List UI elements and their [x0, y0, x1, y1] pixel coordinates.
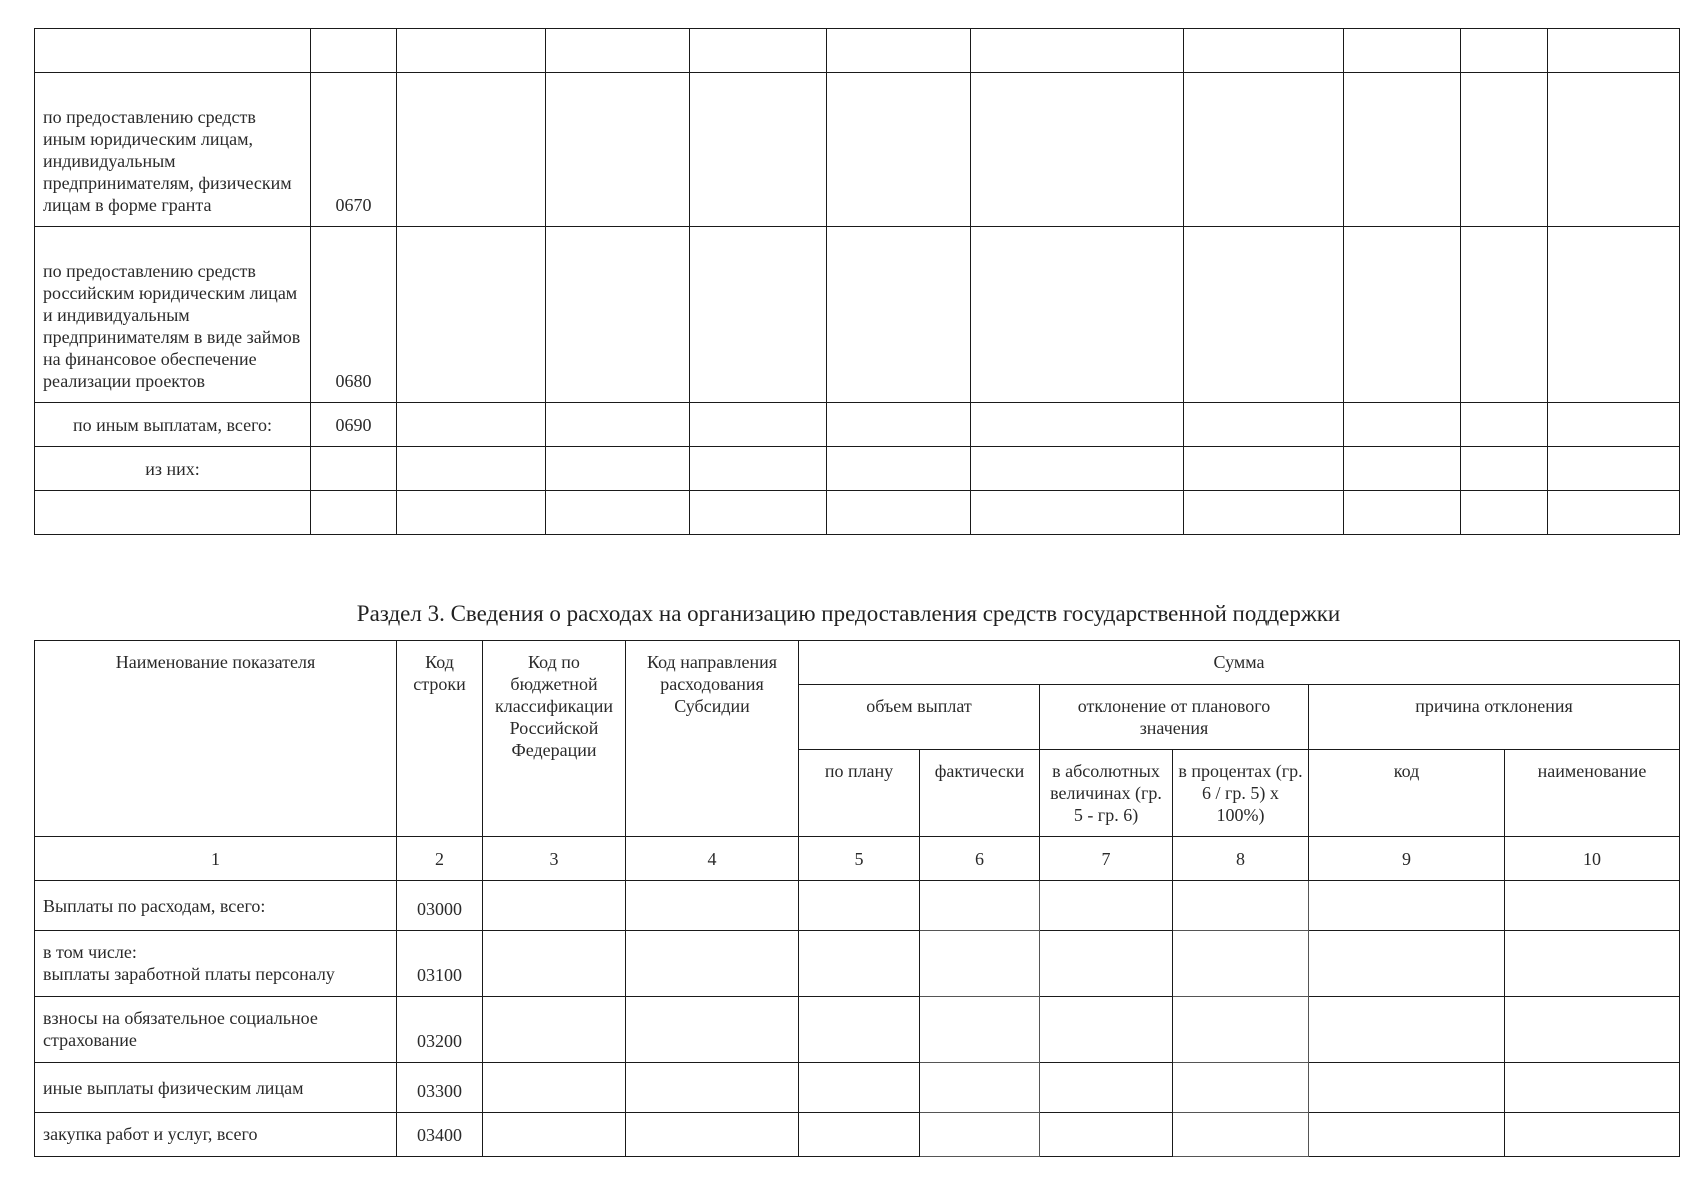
header-row-code: Код строки: [397, 641, 483, 837]
empty-cell[interactable]: [1505, 931, 1680, 997]
empty-cell[interactable]: [1173, 881, 1309, 931]
empty-cell[interactable]: [1505, 1113, 1680, 1157]
expense-name: Выплаты по расходам, всего:: [35, 881, 397, 931]
empty-cell[interactable]: [1344, 447, 1461, 491]
empty-cell[interactable]: [1548, 73, 1680, 227]
empty-cell[interactable]: [799, 1063, 920, 1113]
empty-cell[interactable]: [827, 73, 971, 227]
empty-cell[interactable]: [1548, 403, 1680, 447]
expense-name: в том числе: выплаты заработной платы персоналу: [35, 931, 397, 997]
row-name: [35, 29, 311, 73]
row-code: [311, 447, 397, 491]
empty-cell[interactable]: [1344, 29, 1461, 73]
top-table-row: [35, 491, 1680, 535]
empty-cell[interactable]: [483, 1063, 626, 1113]
row-name: [35, 491, 311, 535]
empty-cell[interactable]: [827, 447, 971, 491]
empty-cell[interactable]: [920, 997, 1040, 1063]
header-plan-deviation: отклонение от планового значения: [1040, 685, 1309, 750]
empty-cell[interactable]: [827, 491, 971, 535]
empty-cell[interactable]: [799, 1113, 920, 1157]
empty-cell[interactable]: [1461, 29, 1548, 73]
empty-cell[interactable]: [1309, 1063, 1505, 1113]
header-row-1: [35, 641, 1680, 685]
empty-cell[interactable]: [1184, 73, 1344, 227]
empty-cell[interactable]: [1505, 1063, 1680, 1113]
empty-cell[interactable]: [1505, 997, 1680, 1063]
row-name: по предоставлению средств российским юридическим лицам и индивидуальным предпринимателям в виде займов на финансовое обеспечение реализации проектов: [35, 227, 311, 403]
row-code: 0680: [311, 227, 397, 403]
empty-cell[interactable]: [1344, 73, 1461, 227]
top-table-row: [35, 403, 1680, 447]
empty-cell[interactable]: [1173, 1113, 1309, 1157]
empty-cell[interactable]: [971, 227, 1184, 403]
empty-cell[interactable]: [971, 73, 1184, 227]
header-direction-code: Код направления расходования Субсидии: [626, 641, 799, 837]
empty-cell[interactable]: [546, 29, 690, 73]
expense-row: [35, 997, 1680, 1063]
empty-cell[interactable]: [1040, 1113, 1173, 1157]
expense-code: 03000: [397, 881, 483, 931]
row-name: по иным выплатам, всего:: [35, 403, 311, 447]
expense-code: 03400: [397, 1113, 483, 1157]
row-name: по предоставлению средств иным юридическим лицам, индивидуальным предпринимателям, физическим лицам в форме гранта: [35, 73, 311, 227]
empty-cell[interactable]: [546, 491, 690, 535]
empty-cell[interactable]: [690, 73, 827, 227]
expense-code: 03300: [397, 1063, 483, 1113]
empty-cell[interactable]: [546, 73, 690, 227]
empty-cell[interactable]: [1461, 227, 1548, 403]
column-number: 8: [1173, 837, 1309, 881]
expense-row: [35, 881, 1680, 931]
expense-code: 03100: [397, 931, 483, 997]
header-indicator-name: Наименование показателя: [35, 641, 397, 837]
empty-cell[interactable]: [920, 931, 1040, 997]
top-table-row: [35, 227, 1680, 403]
top-table: [34, 28, 1680, 535]
empty-cell[interactable]: [1344, 491, 1461, 535]
header-sum: Сумма: [799, 641, 1680, 685]
empty-cell[interactable]: [971, 29, 1184, 73]
column-number: 5: [799, 837, 920, 881]
column-numbers-row: [35, 837, 1680, 881]
empty-cell[interactable]: [827, 29, 971, 73]
section-title: Раздел 3. Сведения о расходах на организацию предоставления средств государственной поддержки: [356, 601, 1341, 626]
empty-cell[interactable]: [1344, 227, 1461, 403]
empty-cell[interactable]: [920, 1063, 1040, 1113]
expense-row: [35, 931, 1680, 997]
column-number: 4: [626, 837, 799, 881]
column-number: 10: [1505, 837, 1680, 881]
empty-cell[interactable]: [1184, 491, 1344, 535]
empty-cell[interactable]: [1184, 29, 1344, 73]
empty-cell[interactable]: [626, 931, 799, 997]
column-number: 2: [397, 837, 483, 881]
empty-cell[interactable]: [1548, 447, 1680, 491]
empty-cell[interactable]: [1184, 447, 1344, 491]
row-code: [311, 29, 397, 73]
empty-cell[interactable]: [1173, 931, 1309, 997]
empty-cell[interactable]: [483, 931, 626, 997]
empty-cell[interactable]: [1040, 931, 1173, 997]
empty-cell[interactable]: [1461, 447, 1548, 491]
empty-cell[interactable]: [1461, 491, 1548, 535]
empty-cell[interactable]: [690, 403, 827, 447]
empty-cell[interactable]: [1548, 29, 1680, 73]
empty-cell[interactable]: [546, 403, 690, 447]
empty-cell[interactable]: [799, 997, 920, 1063]
empty-cell[interactable]: [1040, 1063, 1173, 1113]
header-deviation-reason: причина отклонения: [1309, 685, 1680, 750]
top-table-row: [35, 29, 1680, 73]
row-name: из них:: [35, 447, 311, 491]
column-number: 1: [35, 837, 397, 881]
empty-cell[interactable]: [799, 931, 920, 997]
empty-cell[interactable]: [1040, 997, 1173, 1063]
empty-cell[interactable]: [1344, 403, 1461, 447]
empty-cell[interactable]: [1184, 227, 1344, 403]
column-number: 9: [1309, 837, 1505, 881]
empty-cell[interactable]: [1040, 881, 1173, 931]
expenses-table: [34, 640, 1680, 1157]
empty-cell[interactable]: [483, 1113, 626, 1157]
row-code: [311, 491, 397, 535]
empty-cell[interactable]: [397, 227, 546, 403]
expense-row: [35, 1113, 1680, 1157]
empty-cell[interactable]: [397, 447, 546, 491]
empty-cell[interactable]: [1505, 881, 1680, 931]
header-reason-code: код: [1309, 750, 1505, 837]
empty-cell[interactable]: [690, 227, 827, 403]
empty-cell[interactable]: [397, 73, 546, 227]
empty-cell[interactable]: [626, 1113, 799, 1157]
empty-cell[interactable]: [1309, 931, 1505, 997]
header-payments-volume: объем выплат: [799, 685, 1040, 750]
empty-cell[interactable]: [483, 997, 626, 1063]
header-percent: в процентах (гр. 6 / гр. 5) х 100%): [1173, 750, 1309, 837]
empty-cell[interactable]: [971, 403, 1184, 447]
empty-cell[interactable]: [971, 447, 1184, 491]
empty-cell[interactable]: [626, 997, 799, 1063]
empty-cell[interactable]: [1184, 403, 1344, 447]
empty-cell[interactable]: [827, 227, 971, 403]
empty-cell[interactable]: [1461, 403, 1548, 447]
empty-cell[interactable]: [1309, 1113, 1505, 1157]
expense-name: иные выплаты физическим лицам: [35, 1063, 397, 1113]
empty-cell[interactable]: [690, 447, 827, 491]
empty-cell[interactable]: [546, 227, 690, 403]
header-budget-code: Код по бюджетной классификации Российской Федерации: [483, 641, 626, 837]
empty-cell[interactable]: [1173, 997, 1309, 1063]
expense-row: [35, 1063, 1680, 1113]
empty-cell[interactable]: [690, 491, 827, 535]
header-reason-name: наименование: [1505, 750, 1680, 837]
top-table-row: [35, 447, 1680, 491]
empty-cell[interactable]: [971, 491, 1184, 535]
column-number: 6: [920, 837, 1040, 881]
empty-cell[interactable]: [1548, 491, 1680, 535]
row-code: 0670: [311, 73, 397, 227]
empty-cell[interactable]: [1173, 1063, 1309, 1113]
top-table-row: [35, 73, 1680, 227]
empty-cell[interactable]: [626, 881, 799, 931]
header-by-plan: по плану: [799, 750, 920, 837]
empty-cell[interactable]: [1309, 881, 1505, 931]
expense-name: взносы на обязательное социальное страхование: [35, 997, 397, 1063]
empty-cell[interactable]: [626, 1063, 799, 1113]
empty-cell[interactable]: [827, 403, 971, 447]
empty-cell[interactable]: [920, 1113, 1040, 1157]
column-number: 3: [483, 837, 626, 881]
empty-cell[interactable]: [1309, 997, 1505, 1063]
empty-cell[interactable]: [1461, 73, 1548, 227]
empty-cell[interactable]: [546, 447, 690, 491]
column-number: 7: [1040, 837, 1173, 881]
expense-name: закупка работ и услуг, всего: [35, 1113, 397, 1157]
empty-cell[interactable]: [397, 403, 546, 447]
empty-cell[interactable]: [799, 881, 920, 931]
empty-cell[interactable]: [690, 29, 827, 73]
expense-code: 03200: [397, 997, 483, 1063]
row-code: 0690: [311, 403, 397, 447]
header-absolute: в абсолютных величинах (гр. 5 - гр. 6): [1040, 750, 1173, 837]
empty-cell[interactable]: [483, 881, 626, 931]
header-actual: фактически: [920, 750, 1040, 837]
empty-cell[interactable]: [920, 881, 1040, 931]
empty-cell[interactable]: [397, 491, 546, 535]
empty-cell[interactable]: [397, 29, 546, 73]
empty-cell[interactable]: [1548, 227, 1680, 403]
